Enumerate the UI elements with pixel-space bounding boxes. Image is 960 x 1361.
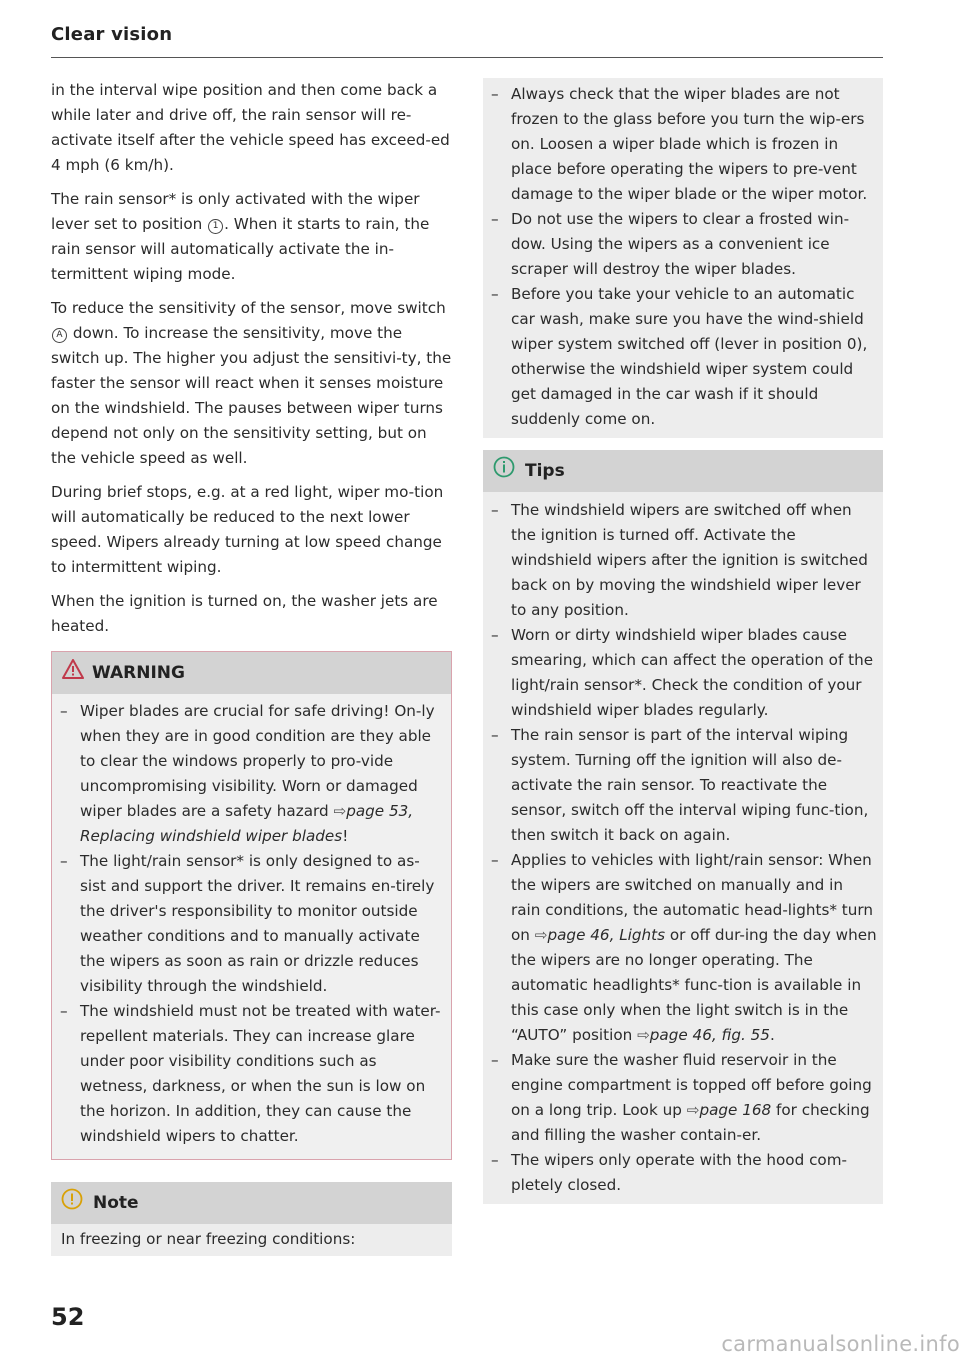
text: The rain sensor* is only activated with the wiper lever set to position — [51, 190, 420, 233]
list-item — [483, 1048, 877, 1148]
page-reference-link[interactable]: page 168 — [699, 1101, 772, 1119]
text: for checking and filling the washer contain-er. — [511, 1101, 870, 1144]
watermark-text: carmanualsonline.info — [721, 1332, 960, 1356]
page-reference-link[interactable]: page 46, Lights — [547, 926, 666, 944]
paragraph-washer-jets: When the ignition is turned on, the washer jets are heated. — [51, 592, 438, 635]
note-header — [51, 1182, 452, 1224]
switch-a-symbol: A — [52, 328, 67, 343]
tips-header — [483, 450, 883, 492]
paragraph-brief-stops: During brief stops, e.g. at a red light, wiper mo-tion will automatically be reduced to the next lower speed. Wipers already turning at low speed change to intermittent wiping. — [51, 483, 444, 576]
paragraph-rain-sensor-reactivate: in the interval wipe position and then come back a while later and drive off, the rain sensor will re-activate itself after the vehicle speed has exceed-ed 4 mph (6 km/h). — [51, 81, 450, 174]
list-item: – Worn or dirty windshield wiper blades cause smearing, which can affect the operation of the light/rain sensor*. Check the condition of your windshield wiper blades regularly. — [483, 623, 877, 723]
note-box — [51, 1182, 452, 1256]
tips-box — [483, 450, 883, 1204]
position-1-symbol: 1 — [208, 219, 223, 234]
text: To reduce the sensitivity of the sensor, move switch — [51, 299, 446, 317]
warning-title: WARNING — [92, 662, 185, 683]
text: Wiper blades are crucial for safe driving! On-ly when they are in good condition are they able to clear the windows properly to pro-vide uncompromising visibility. Worn or damaged wiper blades are a safety hazard — [80, 702, 435, 820]
note-body — [51, 1224, 452, 1256]
list-item: – Do not use the wipers to clear a frosted win-dow. Using the wipers as a convenient ice scraper will destroy the wiper blades. — [483, 207, 879, 282]
warning-box — [51, 651, 452, 1160]
text: or off dur-ing the day when the wipers are no longer operating. The automatic headlights* func-tion is available in this case only when the light switch is in the “AUTO” position — [511, 926, 877, 1044]
right-column — [483, 78, 883, 1204]
note-continuation — [483, 78, 883, 438]
info-circle-icon — [493, 456, 515, 486]
reference-arrow-icon: ⇨ — [534, 926, 548, 944]
list-item: – Always check that the wiper blades are not frozen to the glass before you turn the wip-ers on. Loosen a wiper blade which is frozen in place before operating the wipers to pre-vent damage to the wiper blade or the wiper motor. — [483, 82, 879, 207]
warning-triangle-icon — [62, 659, 84, 687]
note-intro: In freezing or near freezing conditions: — [61, 1230, 356, 1248]
exclamation-circle-icon — [61, 1188, 83, 1218]
page-number: 52 — [51, 1303, 85, 1331]
note-title: Note — [93, 1192, 139, 1213]
page-reference-link[interactable]: page 53, Replacing windshield wiper blades — [80, 802, 414, 845]
reference-arrow-icon: ⇨ — [686, 1101, 700, 1119]
list-item — [483, 848, 877, 1048]
paragraph-sensitivity — [51, 296, 452, 471]
text: ! — [342, 827, 349, 845]
tips-body — [483, 492, 883, 1204]
list-item: – Before you take your vehicle to an automatic car wash, make sure you have the wind-shield wiper system switched off (lever in position 0), otherwise the windshield wiper system could get damaged in the car wash if it should suddenly come on. — [483, 282, 879, 432]
list-item: – The rain sensor is part of the interval wiping system. Turning off the ignition will also de-activate the rain sensor. To reactivate the sensor, switch off the interval wiping func-tion, then switch it back on again. — [483, 723, 877, 848]
text: Applies to vehicles with light/rain sensor: When the wipers are switched on manually and in rain conditions, the automatic head-lights* turn on — [511, 851, 873, 944]
page-reference-link[interactable]: page 46, fig. 55 — [649, 1026, 770, 1044]
chapter-title: Clear vision — [51, 24, 173, 45]
header-divider — [51, 57, 883, 58]
warning-header — [52, 652, 451, 694]
list-item — [52, 699, 443, 849]
paragraph-rain-sensor-activation — [51, 187, 452, 287]
list-item: – The wipers only operate with the hood com-pletely closed. — [483, 1148, 877, 1198]
list-item: – The light/rain sensor* is only designed to as-sist and support the driver. It remains en-tirely the driver's responsibility to monitor outside weather conditions and to manually activate the wipers as soon as rain or drizzle reduces visibility through the windshield. — [52, 849, 443, 999]
page-header — [51, 24, 883, 58]
text: Make sure the washer fluid reservoir in the engine compartment is topped off before going on a long trip. Look up — [511, 1051, 872, 1119]
text: . — [769, 1026, 775, 1044]
left-column — [51, 78, 452, 1256]
list-item: – The windshield wipers are switched off when the ignition is turned off. Activate the windshield wipers after the ignition is switched back on by moving the windshield wiper lever to any position. — [483, 498, 877, 623]
text: . When it starts to rain, the rain sensor will automatically activate the in-termittent wiping mode. — [51, 215, 430, 283]
tips-title: Tips — [525, 460, 565, 481]
list-item: – The windshield must not be treated with water-repellent materials. They can increase glare under poor visibility conditions such as wetness, darkness, or when the sun is low on the horizon. In addition, they can cause the windshield wipers to chatter. — [52, 999, 443, 1149]
warning-body — [52, 694, 451, 1159]
reference-arrow-icon: ⇨ — [333, 802, 347, 820]
reference-arrow-icon: ⇨ — [637, 1026, 650, 1044]
text: down. To increase the sensitivity, move the switch up. The higher you adjust the sensitivi-ty, the faster the sensor will react when it senses moisture on the windshield. The pauses between wiper turns depend not only on the sensitivity setting, but on the vehicle speed as well. — [51, 324, 452, 467]
